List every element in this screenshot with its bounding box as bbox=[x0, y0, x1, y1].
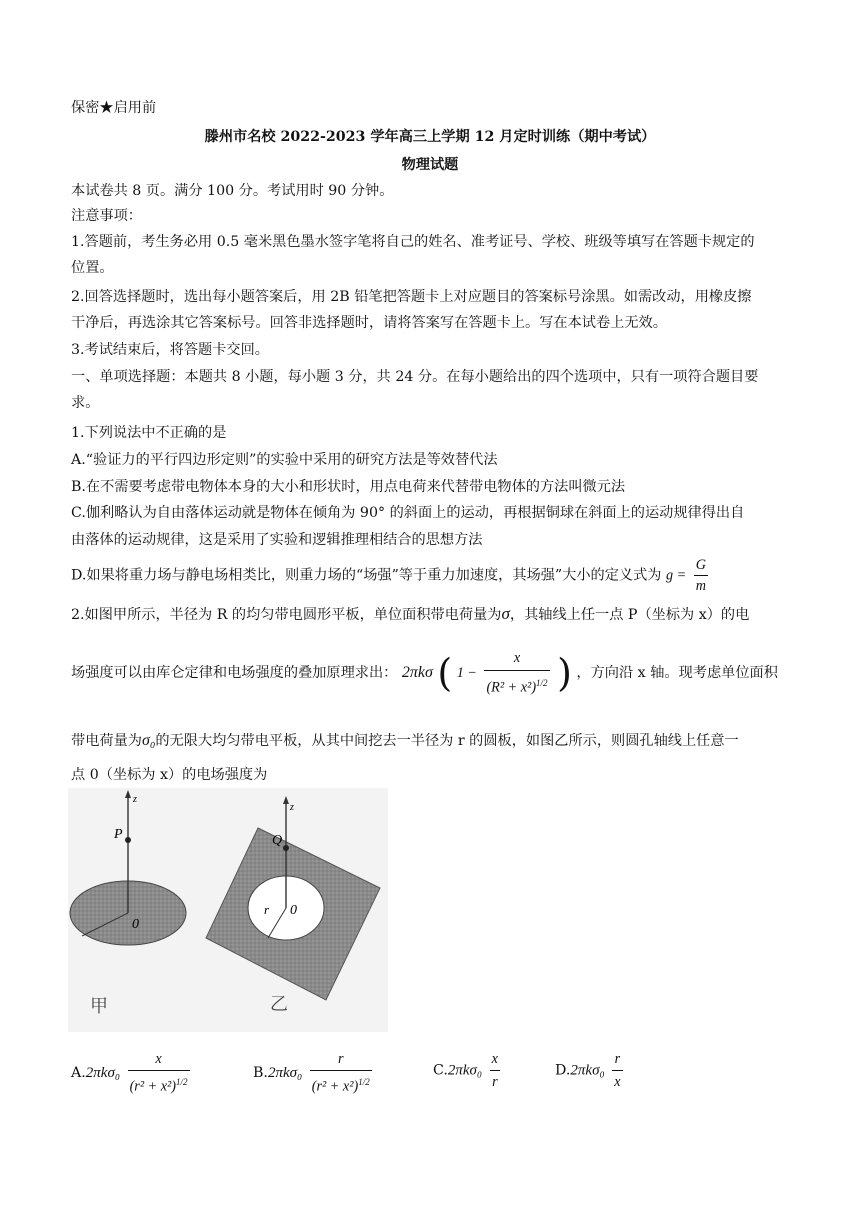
option-c-fraction bbox=[490, 1048, 500, 1093]
point-q-dot bbox=[283, 845, 289, 851]
section-heading-a: 一、单项选择题：本题共 8 小题，每小题 3 分，共 24 分。在每小题给出的四个选项中，只有一项符合题目要 bbox=[71, 369, 759, 385]
option-b-fraction bbox=[310, 1048, 372, 1098]
yi-caption: 乙 bbox=[270, 994, 288, 1015]
point-p-dot bbox=[125, 837, 131, 843]
option-b-den-exp: 1/2 bbox=[358, 1077, 370, 1087]
q2-line1-text-b: ，其轴线上任一点 P（坐标为 x）的电 bbox=[509, 607, 750, 623]
figure-svg bbox=[68, 788, 388, 1032]
q1-option-d bbox=[71, 555, 711, 596]
option-a-coef: 2πkσ₀ bbox=[85, 1064, 121, 1081]
option-c-numerator: x bbox=[491, 1051, 498, 1067]
q1-d-denominator: m bbox=[694, 575, 708, 596]
notice-1b: 位置。 bbox=[71, 260, 114, 276]
q1-d-numerator: G bbox=[695, 557, 706, 573]
q2-line1 bbox=[71, 604, 749, 625]
q2-den-exponent: 1/2 bbox=[536, 678, 548, 689]
option-c-label: C. bbox=[433, 1062, 448, 1079]
q1-d-fraction bbox=[694, 555, 708, 596]
option-a-denominator bbox=[128, 1070, 190, 1098]
sigma-symbol: σ bbox=[501, 604, 510, 623]
q1-d-formula-lhs: g = bbox=[665, 567, 687, 584]
q1-option-b: B.在不需要考虑带电物体本身的大小和形状时，用点电荷来代替带电物体的方法叫微元法 bbox=[71, 479, 626, 495]
q2-line2 bbox=[71, 639, 778, 707]
option-c-coef: 2πkσ₀ bbox=[447, 1062, 483, 1079]
jia-point-label: P bbox=[114, 827, 123, 842]
q2-line3-text-a: 带电荷量为 bbox=[71, 733, 142, 749]
option-c-denominator: r bbox=[490, 1070, 500, 1093]
q1-option-a: A.“验证力的平行四边形定则”的实验中采用的研究方法是等效替代法 bbox=[71, 452, 498, 468]
option-d-denominator: x bbox=[612, 1070, 622, 1093]
z-axis-yi-arrow bbox=[283, 796, 289, 804]
q2-formula-denominator bbox=[484, 670, 549, 700]
option-b-den-base: (r² + x²) bbox=[311, 1078, 359, 1095]
q1-stem: 1.下列说法中不正确的是 bbox=[71, 425, 227, 441]
option-b-numerator: r bbox=[337, 1051, 344, 1067]
yi-axis-label: z bbox=[290, 802, 294, 813]
q2-option-d bbox=[555, 1048, 626, 1093]
subject-title: 物理试题 bbox=[401, 157, 459, 173]
notice-2b: 干净后，再选涂其它答案标号。回答非选择题时，请将答案写在答题卡上。写在本试卷上无效。 bbox=[71, 315, 667, 331]
q2-den-base: (R² + x²) bbox=[486, 679, 537, 696]
option-b-coef: 2πkσ₀ bbox=[267, 1064, 303, 1081]
notice-3: 3.考试结束后，将答题卡交回。 bbox=[71, 342, 269, 358]
yi-point-label: Q bbox=[272, 833, 283, 848]
notice-title: 注意事项： bbox=[71, 208, 142, 224]
q1-option-c2: 由落体的运动规律，这是采用了实验和逻辑推理相结合的思想方法 bbox=[71, 532, 483, 548]
yi-radius-label: r bbox=[264, 902, 270, 917]
figure-panel bbox=[68, 788, 388, 1032]
intro-line: 本试卷共 8 页。满分 100 分。考试用时 90 分钟。 bbox=[71, 183, 394, 199]
option-a-fraction bbox=[128, 1048, 190, 1098]
q2-formula-numerator: x bbox=[513, 650, 521, 667]
option-b-denominator bbox=[310, 1070, 372, 1098]
q2-formula-rparen: ) bbox=[557, 651, 572, 695]
z-axis-jia-arrow bbox=[125, 790, 131, 798]
exam-title: 滕州市名校 2022-2023 学年高三上学期 12 月定时训练（期中考试） bbox=[204, 129, 656, 145]
option-d-fraction bbox=[612, 1048, 622, 1093]
confidential-mark: 保密★启用前 bbox=[71, 100, 157, 116]
q2-line3-text-b: 的无限大均匀带电平板，从其中间挖去一半径为 r 的圆板，如图乙所示，则圆孔轴线上任意一 bbox=[155, 733, 739, 749]
q2-line3 bbox=[71, 731, 739, 751]
jia-axis-label: z bbox=[133, 794, 137, 805]
q2-formula-lparen: ( bbox=[437, 651, 453, 695]
notice-1a: 1.答题前，考生务必用 0.5 毫米黑色墨水签字笔将自己的姓名、准考证号、学校、班级等填写在答题卡规定的 bbox=[71, 234, 755, 250]
option-b-label: B. bbox=[253, 1064, 268, 1081]
q2-option-b bbox=[253, 1048, 375, 1098]
q2-formula-coef: 2πkσ bbox=[401, 664, 433, 681]
q2-line2-text-b: ，方向沿 x 轴。现考虑单位面积 bbox=[576, 665, 778, 681]
notice-2a: 2.回答选择题时，选出每小题答案后，用 2B 铅笔把答题卡上对应题目的答案标号涂黑。如需改动，用橡皮擦 bbox=[71, 289, 752, 305]
q1-option-d-text: D.如果将重力场与静电场相类比，则重力场的“场强”等于重力加速度，其场强”大小的定义式为 bbox=[71, 567, 662, 584]
jia-origin-label: 0 bbox=[132, 917, 139, 932]
option-a-numerator: x bbox=[155, 1051, 162, 1067]
q2-line2-text-a: 场强度可以由库仑定律和电场强度的叠加原理求出： bbox=[71, 665, 398, 681]
q2-formula-one-minus: 1 − bbox=[456, 665, 477, 681]
option-d-label: D. bbox=[555, 1062, 571, 1079]
option-a-den-exp: 1/2 bbox=[176, 1077, 188, 1087]
q1-option-c1: C.伽利略认为自由落体运动就是物体在倾角为 90° 的斜面上的运动，再根据铜球在斜面上的运动规律得出自 bbox=[71, 505, 745, 521]
q2-formula-fraction bbox=[484, 646, 549, 700]
q2-option-c bbox=[433, 1048, 503, 1093]
option-d-numerator: r bbox=[614, 1051, 621, 1067]
option-a-den-base: (r² + x²) bbox=[129, 1078, 177, 1095]
option-d-coef: 2πkσ₀ bbox=[570, 1062, 605, 1079]
sigma0-symbol: σ₀ bbox=[141, 732, 156, 749]
option-a-label: A. bbox=[71, 1064, 86, 1081]
figure-jia bbox=[70, 790, 186, 1017]
yi-origin-label: 0 bbox=[290, 903, 297, 918]
q2-option-a bbox=[71, 1048, 193, 1098]
q2-line1-text-a: 2.如图甲所示，半径为 R 的均匀带电圆形平板，单位面积带电荷量为 bbox=[71, 607, 502, 623]
q2-line4: 点 0（坐标为 x）的电场强度为 bbox=[71, 767, 268, 783]
figure-yi bbox=[206, 796, 380, 1015]
section-heading-b: 求。 bbox=[71, 395, 100, 411]
jia-caption: 甲 bbox=[90, 996, 108, 1017]
